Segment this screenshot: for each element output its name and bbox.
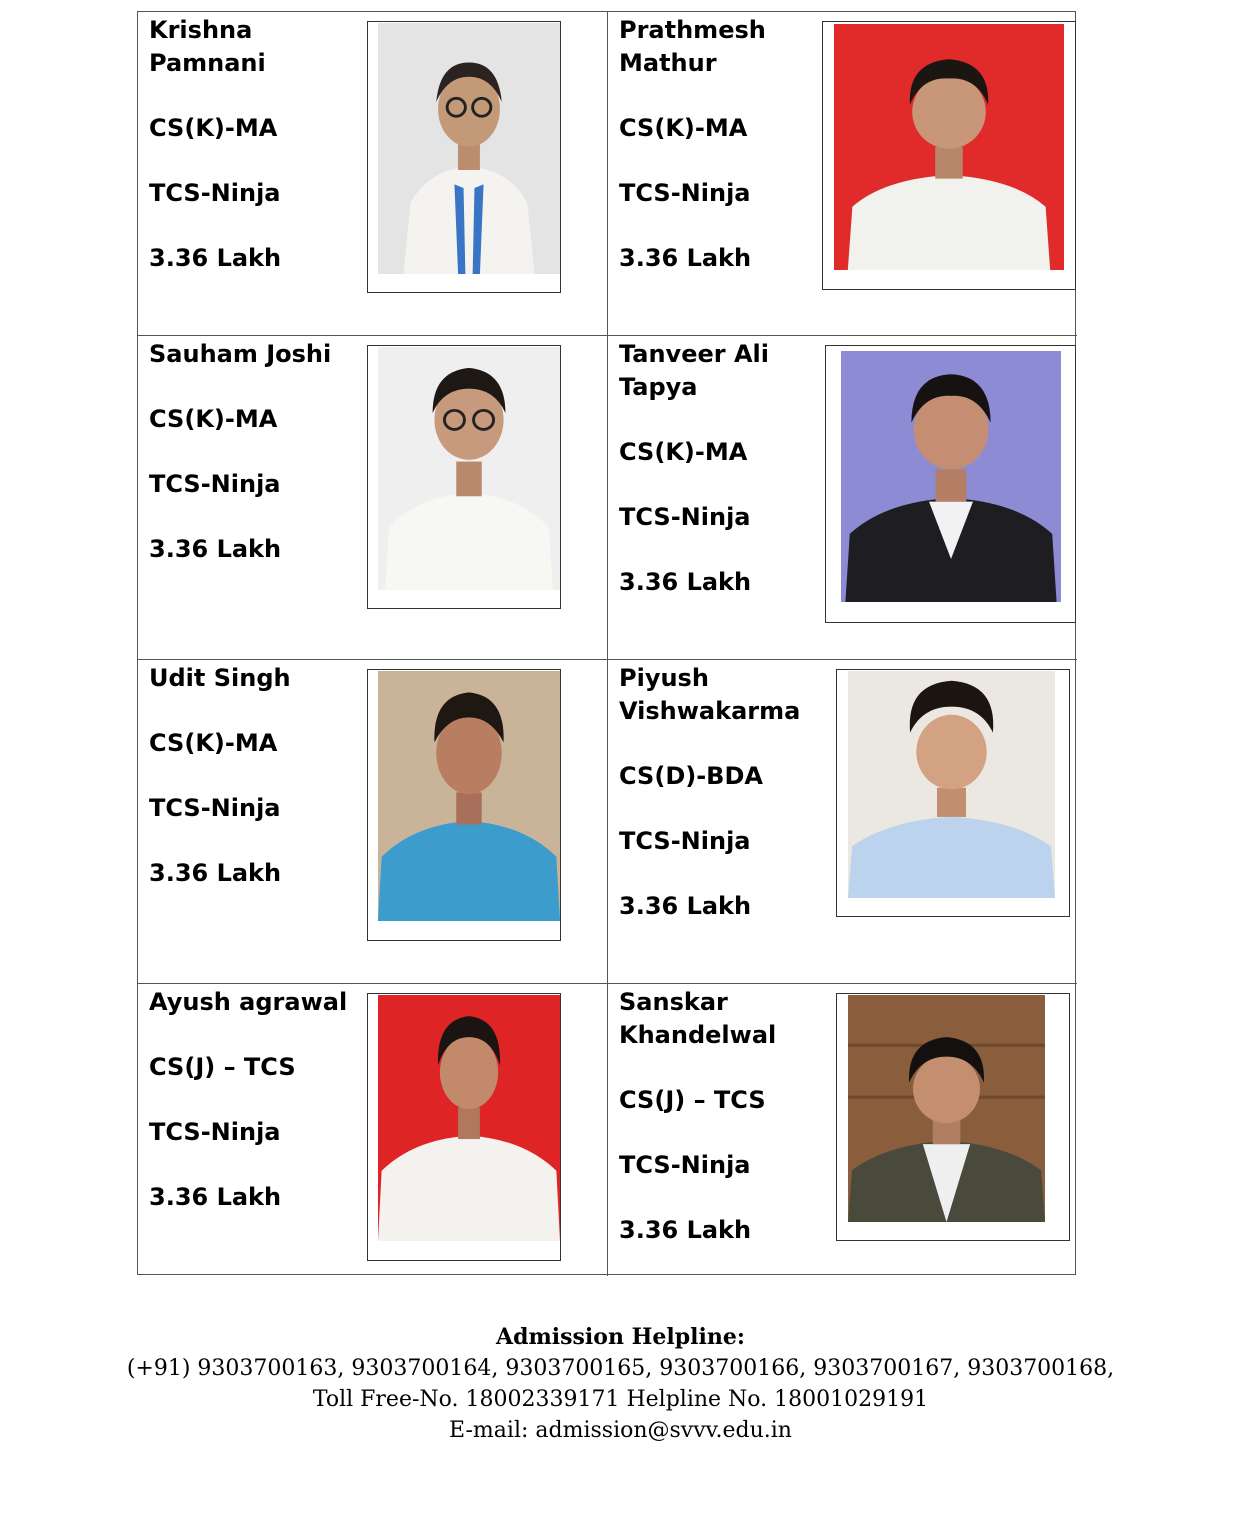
student-branch: CS(K)-MA <box>619 113 748 142</box>
student-cell <box>138 12 608 336</box>
student-branch: CS(K)-MA <box>619 437 748 466</box>
helpline-phones: (+91) 9303700163, 9303700164, 9303700165, 9303700166, 9303700167, 9303700168, <box>126 1356 1115 1381</box>
admission-helpline <box>0 1322 1241 1446</box>
student-photo <box>841 351 1061 602</box>
student-name: Krishna Pamnani <box>149 16 266 77</box>
student-cell <box>138 984 608 1276</box>
student-company: TCS-Ninja <box>619 178 751 207</box>
student-salary: 3.36 Lakh <box>149 859 282 887</box>
student-cell <box>138 660 608 984</box>
helpline-heading: Admission Helpline: <box>496 1324 745 1350</box>
student-branch: CS(K)-MA <box>149 113 278 142</box>
student-company: TCS-Ninja <box>149 470 281 498</box>
student-photo <box>848 671 1055 898</box>
student-name: Udit Singh <box>149 664 291 692</box>
student-cell <box>608 12 1077 336</box>
student-name: Sauham Joshi <box>149 340 332 368</box>
student-salary: 3.36 Lakh <box>619 243 752 272</box>
student-branch: CS(K)-MA <box>149 729 278 757</box>
student-photo <box>834 24 1064 270</box>
student-salary: 3.36 Lakh <box>619 567 752 596</box>
student-salary: 3.36 Lakh <box>149 243 282 272</box>
student-name: Prathmesh Mathur <box>619 16 766 77</box>
student-salary: 3.36 Lakh <box>619 891 752 920</box>
student-company: TCS-Ninja <box>619 826 751 855</box>
student-name: Tanveer Ali Tapya <box>619 340 769 401</box>
student-name: Piyush Vishwakarma <box>619 664 801 725</box>
student-company: TCS-Ninja <box>149 1118 281 1146</box>
student-photo <box>378 23 560 274</box>
student-branch: CS(J) – TCS <box>149 1053 296 1081</box>
student-photo <box>848 995 1045 1222</box>
student-salary: 3.36 Lakh <box>619 1215 752 1244</box>
student-branch: CS(K)-MA <box>149 405 278 433</box>
placement-table <box>137 11 1076 1275</box>
student-company: TCS-Ninja <box>149 178 281 207</box>
student-company: TCS-Ninja <box>619 1150 751 1179</box>
student-branch: CS(J) – TCS <box>619 1085 766 1114</box>
student-photo <box>378 347 560 590</box>
student-photo <box>378 671 560 921</box>
student-salary: 3.36 Lakh <box>149 1183 282 1211</box>
student-name: Ayush agrawal <box>149 988 348 1016</box>
student-name: Sanskar Khandelwal <box>619 988 777 1049</box>
student-cell <box>608 984 1077 1276</box>
student-company: TCS-Ninja <box>619 502 751 531</box>
student-salary: 3.36 Lakh <box>149 535 282 563</box>
student-cell <box>608 660 1077 984</box>
student-company: TCS-Ninja <box>149 794 281 822</box>
student-cell <box>138 336 608 660</box>
student-cell <box>608 336 1077 660</box>
student-branch: CS(D)-BDA <box>619 761 763 790</box>
helpline-email[interactable]: E-mail: admission@svvv.edu.in <box>449 1418 792 1443</box>
helpline-tollfree: Toll Free-No. 18002339171 Helpline No. 18001029191 <box>312 1387 929 1412</box>
student-photo <box>378 995 560 1241</box>
